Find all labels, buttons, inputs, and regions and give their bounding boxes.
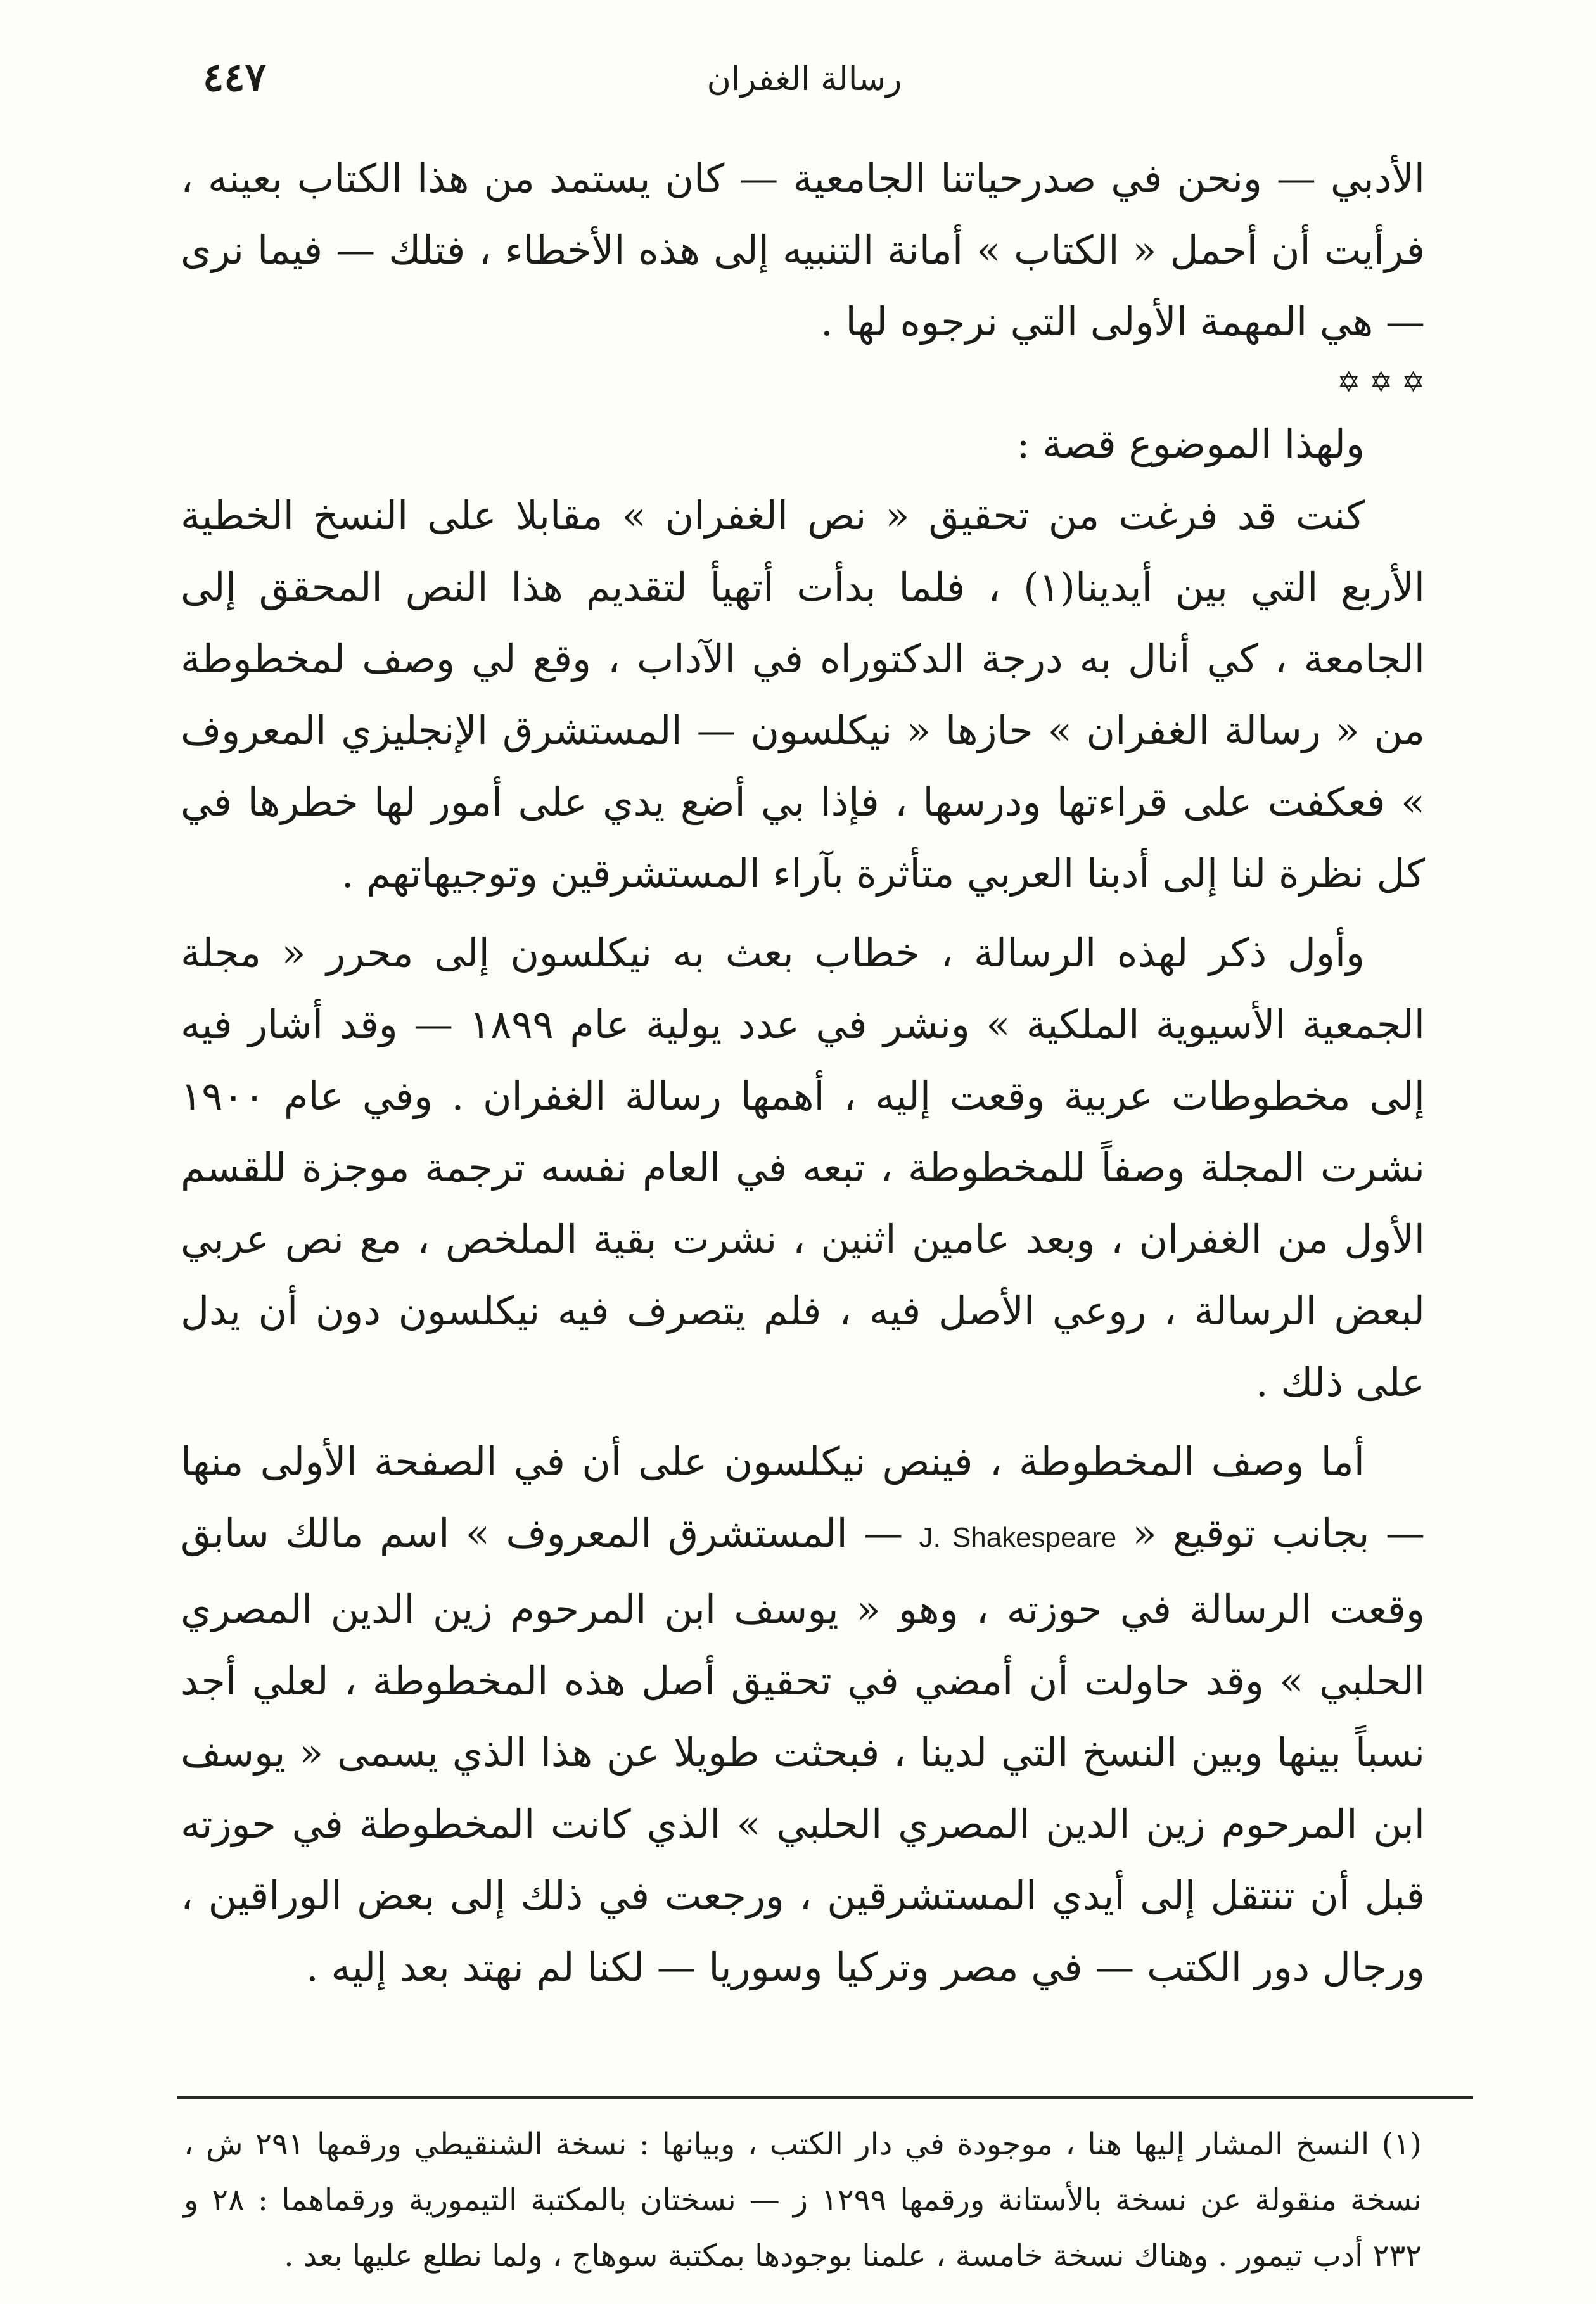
footnotes bbox=[184, 2116, 1422, 2284]
running-title: رسالة الغفران bbox=[706, 60, 902, 98]
footnote-1: (١) النسخ المشار إليها هنا ، موجودة في دار الكتب ، وبيانها : نسخة الشنقيطي ورقمها ٢٩١ ش ، نسخة منقولة عن نسخة بالأستانة ورقمها ١٢٩٩ ز — نسختان بالمكتبة التيمورية ورقماهما : ٢٨ و ٢٣٢ أدب تيمور . وهناك نسخة خامسة ، علمنا بوجودها بمكتبة سوهاج ، ولما نطلع عليها بعد . bbox=[184, 2127, 1422, 2274]
latin-name: J. Shakespeare bbox=[919, 1522, 1117, 1553]
section-intro: ولهذا الموضوع قصة : bbox=[1016, 421, 1365, 467]
paragraph-text-end: — المستشرق المعروف » اسم مالك سابق وقعت الرسالة في حوزته ، وهو « يوسف ابن المرحوم زين الدين المصري الحلبي » وقد حاولت أن أمضي في تحقيق أصل هذه المخطوطة ، لعلي أجد نسباً بينها وبين النسخ التي لدينا ، فبحثت طويلا عن هذا الذي يسمى « يوسف ابن المرحوم زين الدين المصري الحلبي » الذي كانت المخطوطة في حوزته قبل أن تنتقل إلى أيدي المستشرقين ، ورجعت في ذلك إلى بعض الوراقين ، ورجال دور الكتب — في مصر وتركيا وسوريا — لكنا لم نهتد بعد إليه . bbox=[181, 1510, 1425, 1990]
paragraph-text-start: أما وصف المخطوطة ، فينص نيكلسون على أن في الصفحة الأولى منها — بجانب توقيع « bbox=[181, 1438, 1425, 1556]
page-header bbox=[203, 54, 1406, 117]
paragraph-first-mention: وأول ذكر لهذه الرسالة ، خطاب بعث به نيكلسون إلى محرر « مجلة الجمعية الأسيوية الملكية » ونشر في عدد يولية عام ١٨٩٩ — وقد أشار فيه إلى مخطوطات عربية وقعت إليه ، أهمها رسالة الغفران . وفي عام ١٩٠٠ نشرت المجلة وصفاً للمخطوطة ، تبعه في العام نفسه ترجمة موجزة للقسم الأول من الغفران ، وبعد عامين اثنين ، نشرت بقية الملخص ، مع نص عربي لبعض الرسالة ، روعي الأصل فيه ، فلم يتصرف فيه نيكلسون دون أن يدل على ذلك . bbox=[181, 930, 1425, 1405]
page-number: ٤٤٧ bbox=[203, 54, 266, 100]
section-separator: ✡ ✡ ✡ bbox=[1337, 366, 1425, 399]
main-text bbox=[181, 143, 1425, 2003]
paragraph-continuation: الأدبي — ونحن في صدرحياتنا الجامعية — كان يستمد من هذا الكتاب بعينه ، فرأيت أن أحمل « الكتاب » أمانة التنبيه إلى هذه الأخطاء ، فتلك — فيما نرى — هي المهمة الأولى التي نرجوه لها . bbox=[181, 155, 1425, 345]
paragraph-manuscript-study: كنت قد فرغت من تحقيق « نص الغفران » مقابلا على النسخ الخطية الأربع التي بين أيدينا(١) ، فلما بدأت أتهيأ لتقديم هذا النص المحقق إلى الجامعة ، كي أنال به درجة الدكتوراه في الآداب ، وقع لي وصف لمخطوطة من « رسالة الغفران » حازها « نيكلسون — المستشرق الإنجليزي المعروف » فعكفت على قراءتها ودرسها ، فإذا بي أضع يدي على أمور لها خطرها في كل نظرة لنا إلى أدبنا العربي متأثرة بآراء المستشرقين وتوجيهاتهم . bbox=[181, 492, 1426, 897]
footnote-divider bbox=[177, 2096, 1473, 2099]
paragraph-manuscript-description bbox=[181, 1426, 1425, 2003]
